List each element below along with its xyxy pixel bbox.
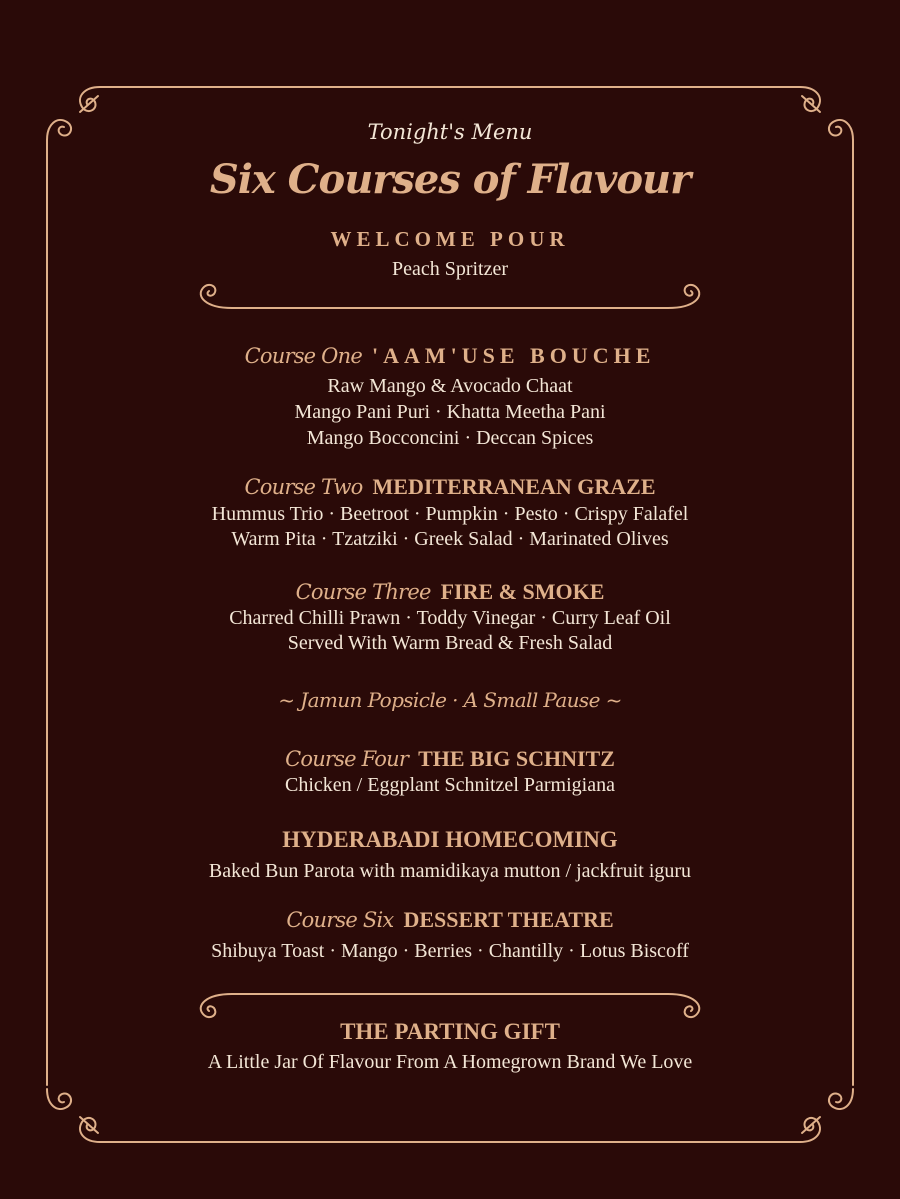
course-item: Shibuya Toast · Mango · Berries · Chantilly · Lotus Biscoff bbox=[211, 940, 689, 962]
parting-gift-title: THE PARTING GIFT bbox=[340, 1019, 560, 1044]
course-item: Warm Pita · Tzatziki · Greek Salad · Marinated Olives bbox=[231, 528, 669, 550]
course-item: Raw Mango & Avocado Chaat bbox=[327, 375, 573, 397]
course-title: HYDERABADI HOMECOMING bbox=[282, 827, 618, 852]
course-label: Course Four bbox=[285, 747, 409, 771]
parting-gift-item: A Little Jar Of Flavour From A Homegrown Brand We Love bbox=[207, 1051, 693, 1073]
course-item: Chicken / Eggplant Schnitzel Parmigiana bbox=[285, 774, 615, 796]
welcome-pour-item: Peach Spritzer bbox=[391, 258, 509, 280]
course-label: Course Two bbox=[244, 475, 363, 499]
menu-intro: Tonight's Menu bbox=[367, 120, 533, 144]
course-item: Charred Chilli Prawn · Toddy Vinegar · Curry Leaf Oil bbox=[229, 607, 671, 629]
course-title: 'AAM'USE BOUCHE bbox=[371, 343, 656, 368]
course-label: Course One bbox=[244, 344, 362, 368]
course-heading bbox=[0, 907, 900, 933]
welcome-pour-title: WELCOME POUR bbox=[330, 227, 570, 251]
course-item: Mango Bocconcini · Deccan Spices bbox=[306, 427, 594, 449]
course-item: Baked Bun Parota with mamidikaya mutton / jackfruit iguru bbox=[208, 860, 692, 882]
course-title: THE BIG SCHNITZ bbox=[418, 746, 615, 771]
course-heading bbox=[0, 343, 900, 369]
course-title: MEDITERRANEAN GRAZE bbox=[372, 474, 656, 499]
course-item: Hummus Trio · Beetroot · Pumpkin · Pesto · Crispy Falafel bbox=[211, 503, 689, 525]
course-title: DESSERT THEATRE bbox=[403, 907, 614, 932]
course-heading bbox=[0, 746, 900, 772]
course-item: Mango Pani Puri · Khatta Meetha Pani bbox=[294, 401, 606, 423]
course-label: Course Six bbox=[286, 908, 394, 932]
course-heading bbox=[0, 474, 900, 500]
course-heading bbox=[0, 579, 900, 605]
course-item: Served With Warm Bread & Fresh Salad bbox=[287, 632, 613, 654]
course-label: Course Three bbox=[295, 580, 431, 604]
pause-note: ~ Jamun Popsicle · A Small Pause ~ bbox=[278, 688, 622, 712]
course-title: FIRE & SMOKE bbox=[440, 579, 605, 604]
menu-title: Six Courses of Flavour bbox=[209, 156, 691, 203]
